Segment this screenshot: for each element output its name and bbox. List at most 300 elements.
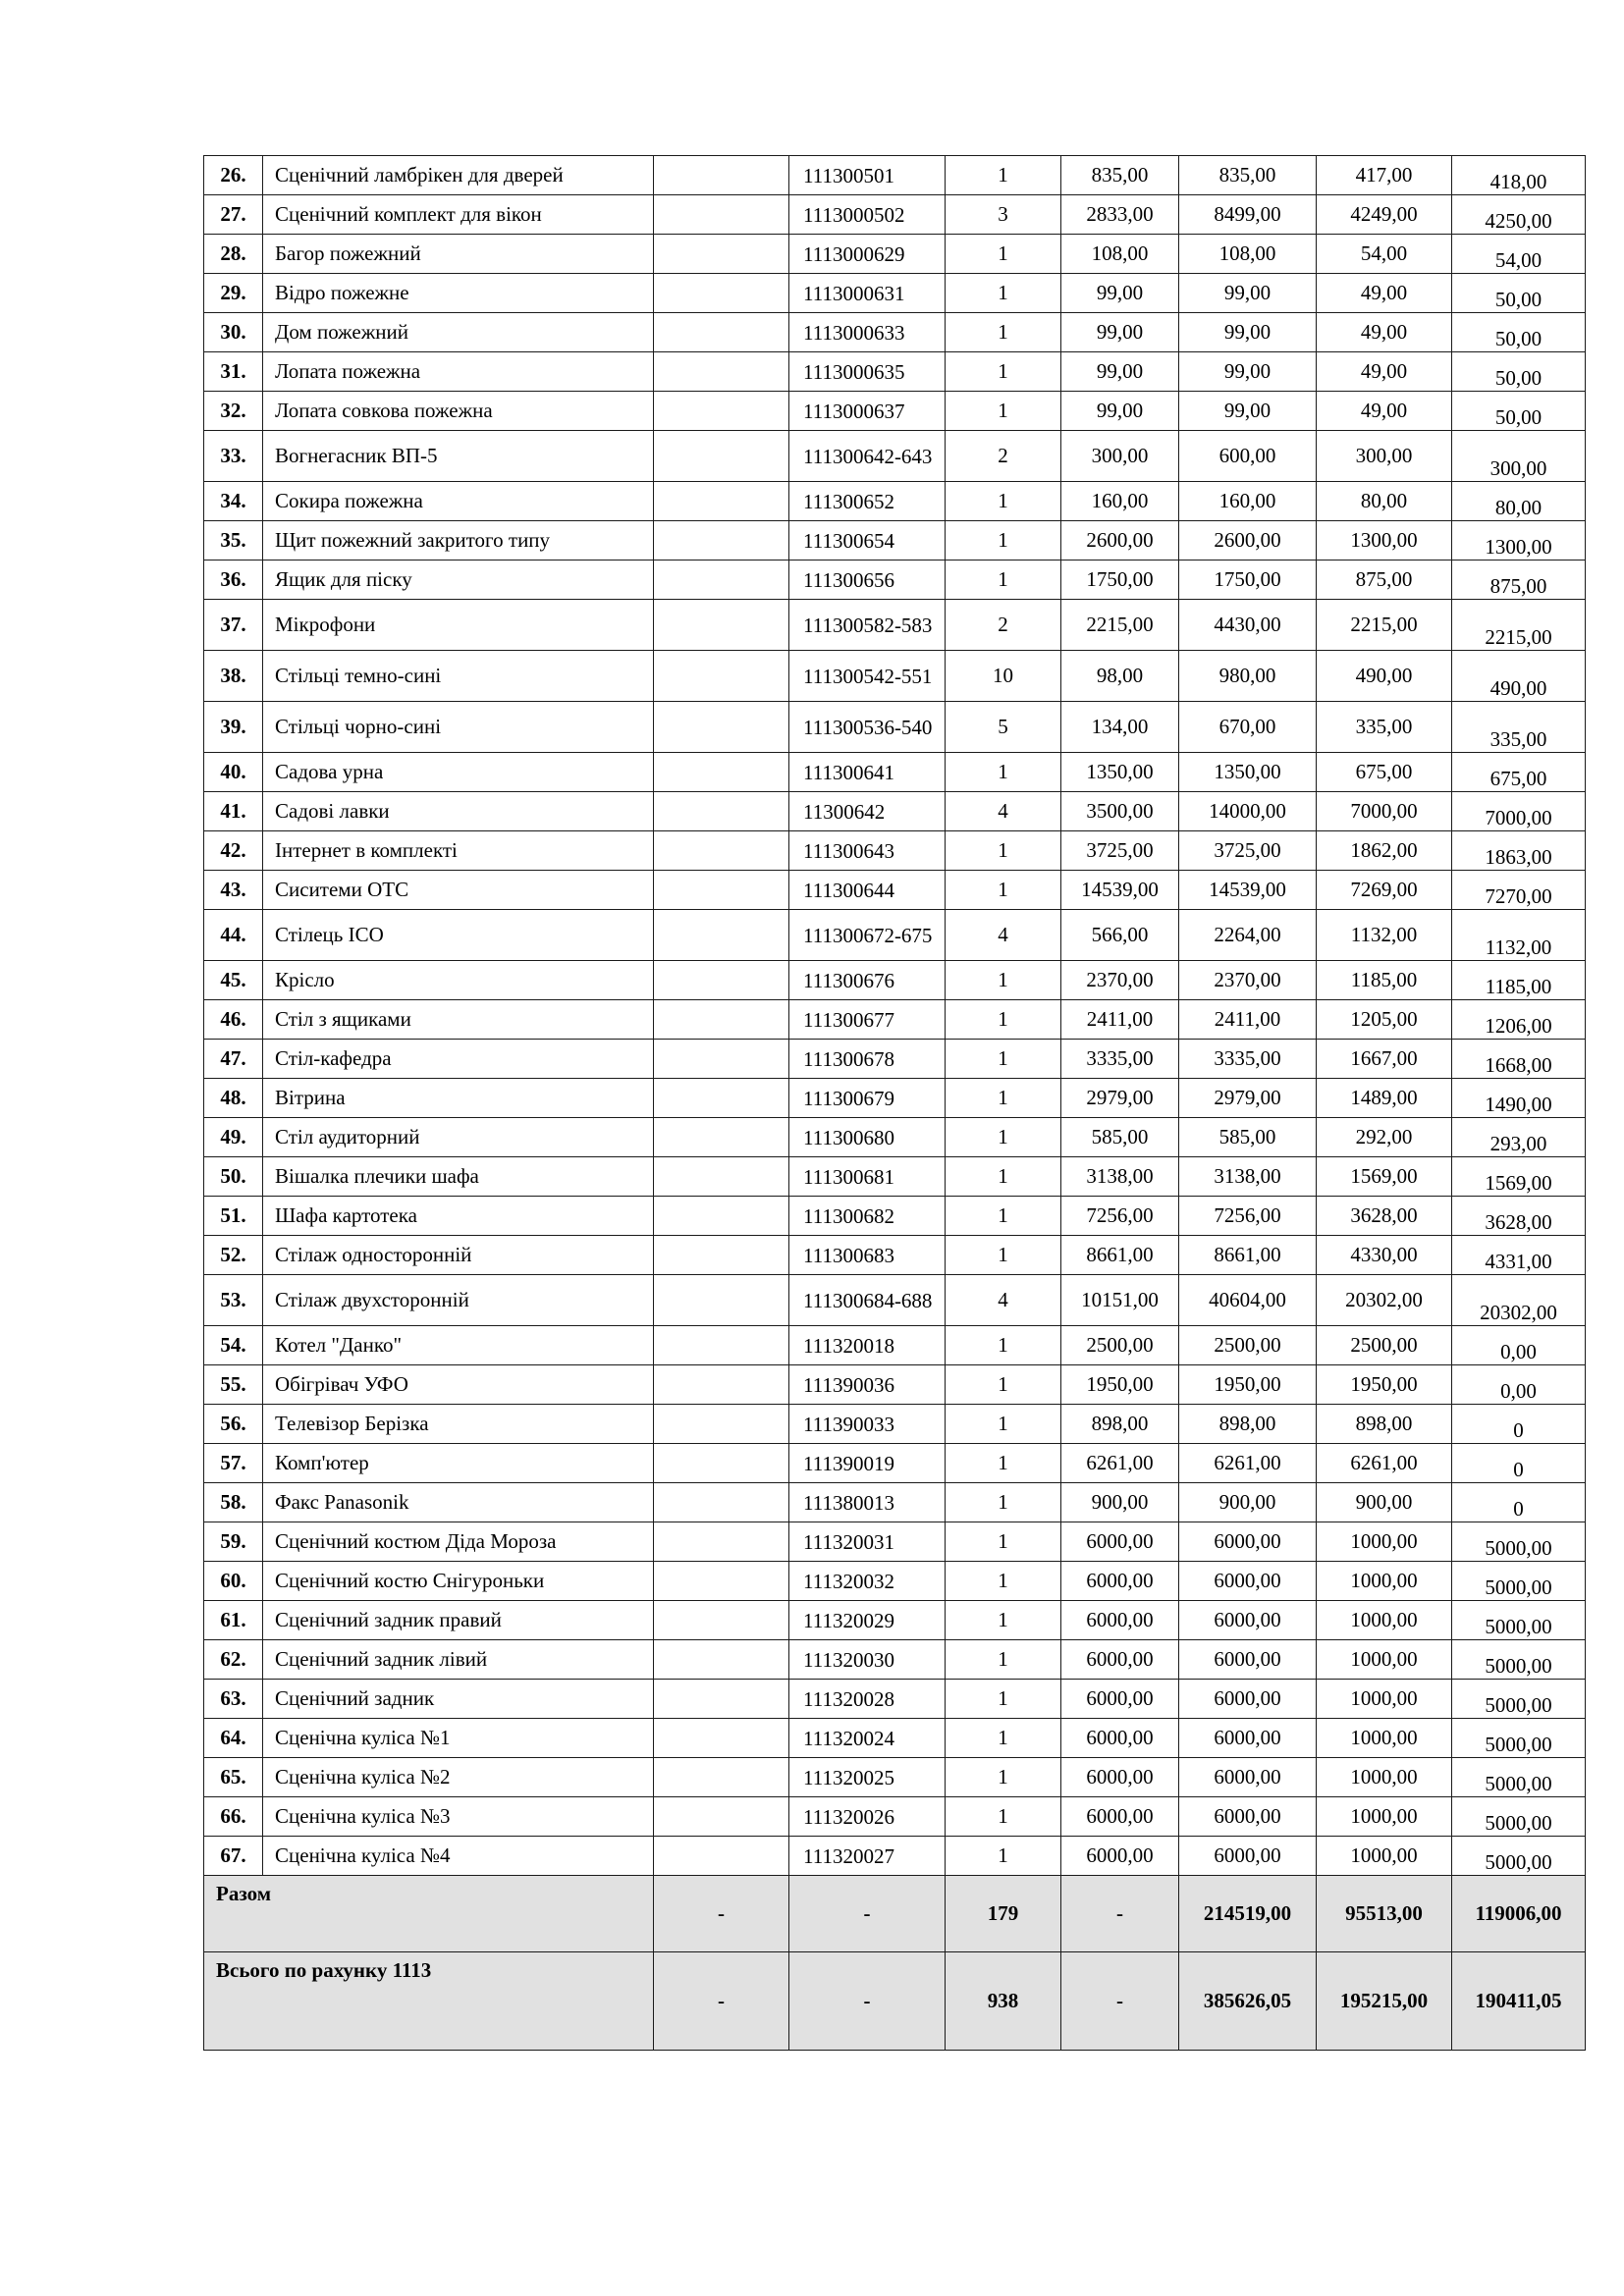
inventory-code: 111320031 bbox=[789, 1522, 946, 1562]
totals-quantity: 179 bbox=[946, 1876, 1061, 1952]
table-row bbox=[204, 1405, 1586, 1444]
total-cost: 99,00 bbox=[1179, 392, 1317, 431]
row-number: 64. bbox=[204, 1719, 263, 1758]
depreciation: 49,00 bbox=[1317, 352, 1452, 392]
item-name: Сиситеми ОТС bbox=[263, 871, 654, 910]
total-cost: 670,00 bbox=[1179, 702, 1317, 753]
residual-value: 418,00 bbox=[1452, 156, 1586, 195]
row-number: 58. bbox=[204, 1483, 263, 1522]
total-cost: 6000,00 bbox=[1179, 1837, 1317, 1876]
item-name: Стільці чорно-сині bbox=[263, 702, 654, 753]
total-cost: 6000,00 bbox=[1179, 1522, 1317, 1562]
inventory-code: 111300542-551 bbox=[789, 651, 946, 702]
inventory-table bbox=[203, 155, 1586, 2051]
blank-cell bbox=[654, 961, 789, 1000]
row-number: 29. bbox=[204, 274, 263, 313]
depreciation: 1000,00 bbox=[1317, 1719, 1452, 1758]
unit-price: 8661,00 bbox=[1061, 1236, 1179, 1275]
quantity: 1 bbox=[946, 1118, 1061, 1157]
inventory-code: 111300676 bbox=[789, 961, 946, 1000]
residual-value: 0 bbox=[1452, 1405, 1586, 1444]
table-row bbox=[204, 1157, 1586, 1197]
residual-value: 20302,00 bbox=[1452, 1275, 1586, 1326]
row-number: 33. bbox=[204, 431, 263, 482]
inventory-code: 111320032 bbox=[789, 1562, 946, 1601]
residual-value: 5000,00 bbox=[1452, 1601, 1586, 1640]
unit-price: 6000,00 bbox=[1061, 1522, 1179, 1562]
item-name: Сценічний задник лівий bbox=[263, 1640, 654, 1680]
quantity: 1 bbox=[946, 1444, 1061, 1483]
row-number: 30. bbox=[204, 313, 263, 352]
inventory-code: 111300680 bbox=[789, 1118, 946, 1157]
quantity: 1 bbox=[946, 235, 1061, 274]
residual-value: 80,00 bbox=[1452, 482, 1586, 521]
unit-price: 99,00 bbox=[1061, 392, 1179, 431]
item-name: Інтернет в комплекті bbox=[263, 831, 654, 871]
depreciation: 1000,00 bbox=[1317, 1640, 1452, 1680]
table-row bbox=[204, 352, 1586, 392]
depreciation: 335,00 bbox=[1317, 702, 1452, 753]
unit-price: 7256,00 bbox=[1061, 1197, 1179, 1236]
quantity: 1 bbox=[946, 1562, 1061, 1601]
item-name: Стіл аудиторний bbox=[263, 1118, 654, 1157]
blank-cell bbox=[654, 521, 789, 561]
residual-value: 293,00 bbox=[1452, 1118, 1586, 1157]
total-cost: 8499,00 bbox=[1179, 195, 1317, 235]
row-number: 67. bbox=[204, 1837, 263, 1876]
depreciation: 1300,00 bbox=[1317, 521, 1452, 561]
blank-cell bbox=[654, 1640, 789, 1680]
inventory-code: 111320029 bbox=[789, 1601, 946, 1640]
total-cost: 4430,00 bbox=[1179, 600, 1317, 651]
table-row bbox=[204, 235, 1586, 274]
quantity: 1 bbox=[946, 1719, 1061, 1758]
totals-label: Всього по рахунку 1113 bbox=[204, 1952, 654, 2051]
row-number: 35. bbox=[204, 521, 263, 561]
unit-price: 6261,00 bbox=[1061, 1444, 1179, 1483]
quantity: 10 bbox=[946, 651, 1061, 702]
item-name: Стільці темно-сині bbox=[263, 651, 654, 702]
quantity: 1 bbox=[946, 561, 1061, 600]
total-cost: 835,00 bbox=[1179, 156, 1317, 195]
blank-cell bbox=[654, 1365, 789, 1405]
row-number: 57. bbox=[204, 1444, 263, 1483]
table-row bbox=[204, 1118, 1586, 1157]
inventory-code: 111300672-675 bbox=[789, 910, 946, 961]
inventory-code: 1113000637 bbox=[789, 392, 946, 431]
unit-price: 1950,00 bbox=[1061, 1365, 1179, 1405]
totals-dash: - bbox=[789, 1952, 946, 2051]
residual-value: 1185,00 bbox=[1452, 961, 1586, 1000]
unit-price: 898,00 bbox=[1061, 1405, 1179, 1444]
blank-cell bbox=[654, 1326, 789, 1365]
item-name: Сокира пожежна bbox=[263, 482, 654, 521]
quantity: 1 bbox=[946, 1522, 1061, 1562]
item-name: Садові лавки bbox=[263, 792, 654, 831]
unit-price: 3725,00 bbox=[1061, 831, 1179, 871]
total-cost: 1750,00 bbox=[1179, 561, 1317, 600]
total-cost: 980,00 bbox=[1179, 651, 1317, 702]
blank-cell bbox=[654, 1562, 789, 1601]
residual-value: 5000,00 bbox=[1452, 1719, 1586, 1758]
inventory-code: 111320030 bbox=[789, 1640, 946, 1680]
unit-price: 3138,00 bbox=[1061, 1157, 1179, 1197]
inventory-code: 11300642 bbox=[789, 792, 946, 831]
blank-cell bbox=[654, 313, 789, 352]
table-row bbox=[204, 1365, 1586, 1405]
table-row bbox=[204, 961, 1586, 1000]
row-number: 37. bbox=[204, 600, 263, 651]
total-cost: 2370,00 bbox=[1179, 961, 1317, 1000]
unit-price: 2833,00 bbox=[1061, 195, 1179, 235]
blank-cell bbox=[654, 910, 789, 961]
item-name: Ящик для піску bbox=[263, 561, 654, 600]
table-row bbox=[204, 1680, 1586, 1719]
total-cost: 2411,00 bbox=[1179, 1000, 1317, 1040]
depreciation: 1000,00 bbox=[1317, 1797, 1452, 1837]
item-name: Сценічний костю Снігуроньки bbox=[263, 1562, 654, 1601]
unit-price: 134,00 bbox=[1061, 702, 1179, 753]
quantity: 1 bbox=[946, 1236, 1061, 1275]
residual-value: 0,00 bbox=[1452, 1326, 1586, 1365]
row-number: 60. bbox=[204, 1562, 263, 1601]
residual-value: 4331,00 bbox=[1452, 1236, 1586, 1275]
blank-cell bbox=[654, 274, 789, 313]
totals-residual: 190411,05 bbox=[1452, 1952, 1586, 2051]
quantity: 4 bbox=[946, 1275, 1061, 1326]
row-number: 65. bbox=[204, 1758, 263, 1797]
item-name: Сценічна куліса №2 bbox=[263, 1758, 654, 1797]
table-row bbox=[204, 871, 1586, 910]
residual-value: 1300,00 bbox=[1452, 521, 1586, 561]
inventory-code: 111390033 bbox=[789, 1405, 946, 1444]
total-cost: 14539,00 bbox=[1179, 871, 1317, 910]
totals-dash: - bbox=[654, 1876, 789, 1952]
blank-cell bbox=[654, 1483, 789, 1522]
residual-value: 7270,00 bbox=[1452, 871, 1586, 910]
quantity: 1 bbox=[946, 1837, 1061, 1876]
blank-cell bbox=[654, 1719, 789, 1758]
inventory-code: 111320026 bbox=[789, 1797, 946, 1837]
row-number: 42. bbox=[204, 831, 263, 871]
blank-cell bbox=[654, 1275, 789, 1326]
blank-cell bbox=[654, 1680, 789, 1719]
totals-label: Разом bbox=[204, 1876, 654, 1952]
row-number: 54. bbox=[204, 1326, 263, 1365]
unit-price: 1750,00 bbox=[1061, 561, 1179, 600]
table-row bbox=[204, 274, 1586, 313]
depreciation: 898,00 bbox=[1317, 1405, 1452, 1444]
inventory-code: 111300582-583 bbox=[789, 600, 946, 651]
depreciation: 1950,00 bbox=[1317, 1365, 1452, 1405]
blank-cell bbox=[654, 1601, 789, 1640]
quantity: 1 bbox=[946, 961, 1061, 1000]
quantity: 1 bbox=[946, 1157, 1061, 1197]
table-row bbox=[204, 392, 1586, 431]
residual-value: 5000,00 bbox=[1452, 1640, 1586, 1680]
table-row bbox=[204, 195, 1586, 235]
total-cost: 600,00 bbox=[1179, 431, 1317, 482]
row-number: 53. bbox=[204, 1275, 263, 1326]
row-number: 62. bbox=[204, 1640, 263, 1680]
item-name: Шафа картотека bbox=[263, 1197, 654, 1236]
row-number: 52. bbox=[204, 1236, 263, 1275]
residual-value: 335,00 bbox=[1452, 702, 1586, 753]
quantity: 1 bbox=[946, 753, 1061, 792]
item-name: Мікрофони bbox=[263, 600, 654, 651]
row-number: 56. bbox=[204, 1405, 263, 1444]
inventory-code: 111320024 bbox=[789, 1719, 946, 1758]
blank-cell bbox=[654, 1197, 789, 1236]
inventory-code: 111300654 bbox=[789, 521, 946, 561]
totals-dash: - bbox=[789, 1876, 946, 1952]
total-cost: 1350,00 bbox=[1179, 753, 1317, 792]
totals-depreciation: 195215,00 bbox=[1317, 1952, 1452, 2051]
blank-cell bbox=[654, 753, 789, 792]
residual-value: 5000,00 bbox=[1452, 1758, 1586, 1797]
depreciation: 1569,00 bbox=[1317, 1157, 1452, 1197]
row-number: 49. bbox=[204, 1118, 263, 1157]
item-name: Обігрівач УФО bbox=[263, 1365, 654, 1405]
row-number: 59. bbox=[204, 1522, 263, 1562]
table-row bbox=[204, 1197, 1586, 1236]
inventory-code: 111300501 bbox=[789, 156, 946, 195]
quantity: 1 bbox=[946, 1040, 1061, 1079]
item-name: Щит пожежний закритого типу bbox=[263, 521, 654, 561]
inventory-code: 111320027 bbox=[789, 1837, 946, 1876]
item-name: Лопата совкова пожежна bbox=[263, 392, 654, 431]
depreciation: 875,00 bbox=[1317, 561, 1452, 600]
total-cost: 6000,00 bbox=[1179, 1797, 1317, 1837]
residual-value: 5000,00 bbox=[1452, 1562, 1586, 1601]
blank-cell bbox=[654, 1079, 789, 1118]
inventory-code: 111320018 bbox=[789, 1326, 946, 1365]
table-row bbox=[204, 313, 1586, 352]
total-cost: 14000,00 bbox=[1179, 792, 1317, 831]
residual-value: 5000,00 bbox=[1452, 1522, 1586, 1562]
depreciation: 6261,00 bbox=[1317, 1444, 1452, 1483]
unit-price: 3335,00 bbox=[1061, 1040, 1179, 1079]
residual-value: 875,00 bbox=[1452, 561, 1586, 600]
depreciation: 49,00 bbox=[1317, 392, 1452, 431]
unit-price: 2500,00 bbox=[1061, 1326, 1179, 1365]
depreciation: 49,00 bbox=[1317, 313, 1452, 352]
unit-price: 6000,00 bbox=[1061, 1562, 1179, 1601]
residual-value: 1132,00 bbox=[1452, 910, 1586, 961]
blank-cell bbox=[654, 1118, 789, 1157]
row-number: 55. bbox=[204, 1365, 263, 1405]
quantity: 1 bbox=[946, 392, 1061, 431]
unit-price: 108,00 bbox=[1061, 235, 1179, 274]
inventory-code: 111300641 bbox=[789, 753, 946, 792]
blank-cell bbox=[654, 1040, 789, 1079]
unit-price: 566,00 bbox=[1061, 910, 1179, 961]
table-row bbox=[204, 156, 1586, 195]
inventory-code: 111300678 bbox=[789, 1040, 946, 1079]
row-number: 40. bbox=[204, 753, 263, 792]
total-cost: 7256,00 bbox=[1179, 1197, 1317, 1236]
residual-value: 0,00 bbox=[1452, 1365, 1586, 1405]
table-row bbox=[204, 753, 1586, 792]
total-cost: 6000,00 bbox=[1179, 1601, 1317, 1640]
row-number: 43. bbox=[204, 871, 263, 910]
total-cost: 99,00 bbox=[1179, 313, 1317, 352]
quantity: 1 bbox=[946, 1797, 1061, 1837]
depreciation: 300,00 bbox=[1317, 431, 1452, 482]
table-row bbox=[204, 1000, 1586, 1040]
residual-value: 54,00 bbox=[1452, 235, 1586, 274]
blank-cell bbox=[654, 651, 789, 702]
item-name: Стіл з ящиками bbox=[263, 1000, 654, 1040]
table-row bbox=[204, 651, 1586, 702]
residual-value: 50,00 bbox=[1452, 392, 1586, 431]
item-name: Котел "Данко" bbox=[263, 1326, 654, 1365]
inventory-code: 1113000633 bbox=[789, 313, 946, 352]
item-name: Телевізор Берізка bbox=[263, 1405, 654, 1444]
quantity: 1 bbox=[946, 1405, 1061, 1444]
blank-cell bbox=[654, 702, 789, 753]
residual-value: 1569,00 bbox=[1452, 1157, 1586, 1197]
residual-value: 2215,00 bbox=[1452, 600, 1586, 651]
total-cost: 3725,00 bbox=[1179, 831, 1317, 871]
item-name: Комп'ютер bbox=[263, 1444, 654, 1483]
residual-value: 675,00 bbox=[1452, 753, 1586, 792]
totals-row bbox=[204, 1876, 1586, 1952]
unit-price: 2370,00 bbox=[1061, 961, 1179, 1000]
item-name: Сценічна куліса №4 bbox=[263, 1837, 654, 1876]
row-number: 28. bbox=[204, 235, 263, 274]
row-number: 31. bbox=[204, 352, 263, 392]
blank-cell bbox=[654, 392, 789, 431]
quantity: 1 bbox=[946, 1079, 1061, 1118]
blank-cell bbox=[654, 1236, 789, 1275]
residual-value: 1863,00 bbox=[1452, 831, 1586, 871]
depreciation: 1000,00 bbox=[1317, 1758, 1452, 1797]
inventory-code: 111300656 bbox=[789, 561, 946, 600]
table-row bbox=[204, 1797, 1586, 1837]
row-number: 61. bbox=[204, 1601, 263, 1640]
inventory-code: 1113000635 bbox=[789, 352, 946, 392]
quantity: 1 bbox=[946, 274, 1061, 313]
quantity: 2 bbox=[946, 600, 1061, 651]
blank-cell bbox=[654, 831, 789, 871]
row-number: 36. bbox=[204, 561, 263, 600]
unit-price: 99,00 bbox=[1061, 313, 1179, 352]
total-cost: 6000,00 bbox=[1179, 1680, 1317, 1719]
totals-quantity: 938 bbox=[946, 1952, 1061, 2051]
total-cost: 6000,00 bbox=[1179, 1562, 1317, 1601]
table-row bbox=[204, 1444, 1586, 1483]
row-number: 46. bbox=[204, 1000, 263, 1040]
row-number: 45. bbox=[204, 961, 263, 1000]
residual-value: 4250,00 bbox=[1452, 195, 1586, 235]
inventory-code: 111300642-643 bbox=[789, 431, 946, 482]
quantity: 1 bbox=[946, 352, 1061, 392]
inventory-code: 111300536-540 bbox=[789, 702, 946, 753]
residual-value: 1206,00 bbox=[1452, 1000, 1586, 1040]
totals-dash: - bbox=[1061, 1876, 1179, 1952]
item-name: Стілаж двухсторонній bbox=[263, 1275, 654, 1326]
inventory-code: 111390036 bbox=[789, 1365, 946, 1405]
depreciation: 1000,00 bbox=[1317, 1562, 1452, 1601]
item-name: Факс Panasonik bbox=[263, 1483, 654, 1522]
residual-value: 490,00 bbox=[1452, 651, 1586, 702]
inventory-code: 111380013 bbox=[789, 1483, 946, 1522]
item-name: Вогнегасник ВП-5 bbox=[263, 431, 654, 482]
total-cost: 900,00 bbox=[1179, 1483, 1317, 1522]
table-row bbox=[204, 600, 1586, 651]
total-cost: 6000,00 bbox=[1179, 1719, 1317, 1758]
depreciation: 2215,00 bbox=[1317, 600, 1452, 651]
depreciation: 1132,00 bbox=[1317, 910, 1452, 961]
item-name: Сценічний комплект для вікон bbox=[263, 195, 654, 235]
depreciation: 49,00 bbox=[1317, 274, 1452, 313]
unit-price: 160,00 bbox=[1061, 482, 1179, 521]
inventory-sheet bbox=[203, 155, 1585, 2051]
item-name: Сценічна куліса №3 bbox=[263, 1797, 654, 1837]
table-row bbox=[204, 792, 1586, 831]
blank-cell bbox=[654, 431, 789, 482]
quantity: 1 bbox=[946, 1000, 1061, 1040]
table-row bbox=[204, 482, 1586, 521]
blank-cell bbox=[654, 352, 789, 392]
unit-price: 6000,00 bbox=[1061, 1758, 1179, 1797]
table-row bbox=[204, 1079, 1586, 1118]
unit-price: 99,00 bbox=[1061, 274, 1179, 313]
inventory-code: 1113000629 bbox=[789, 235, 946, 274]
item-name: Садова урна bbox=[263, 753, 654, 792]
row-number: 51. bbox=[204, 1197, 263, 1236]
depreciation: 1667,00 bbox=[1317, 1040, 1452, 1079]
unit-price: 6000,00 bbox=[1061, 1797, 1179, 1837]
blank-cell bbox=[654, 871, 789, 910]
depreciation: 4249,00 bbox=[1317, 195, 1452, 235]
blank-cell bbox=[654, 1758, 789, 1797]
blank-cell bbox=[654, 235, 789, 274]
unit-price: 6000,00 bbox=[1061, 1601, 1179, 1640]
item-name: Дом пожежний bbox=[263, 313, 654, 352]
total-cost: 160,00 bbox=[1179, 482, 1317, 521]
table-row bbox=[204, 1483, 1586, 1522]
table-row bbox=[204, 561, 1586, 600]
inventory-code: 111320028 bbox=[789, 1680, 946, 1719]
table-row bbox=[204, 702, 1586, 753]
quantity: 1 bbox=[946, 1758, 1061, 1797]
total-cost: 6000,00 bbox=[1179, 1640, 1317, 1680]
total-cost: 2979,00 bbox=[1179, 1079, 1317, 1118]
row-number: 50. bbox=[204, 1157, 263, 1197]
total-cost: 6261,00 bbox=[1179, 1444, 1317, 1483]
unit-price: 6000,00 bbox=[1061, 1680, 1179, 1719]
quantity: 1 bbox=[946, 1365, 1061, 1405]
total-cost: 8661,00 bbox=[1179, 1236, 1317, 1275]
table-row bbox=[204, 1758, 1586, 1797]
depreciation: 80,00 bbox=[1317, 482, 1452, 521]
inventory-code: 111300683 bbox=[789, 1236, 946, 1275]
inventory-code: 111300681 bbox=[789, 1157, 946, 1197]
item-name: Стіл-кафедра bbox=[263, 1040, 654, 1079]
quantity: 1 bbox=[946, 1197, 1061, 1236]
item-name: Стілець ІСО bbox=[263, 910, 654, 961]
unit-price: 2215,00 bbox=[1061, 600, 1179, 651]
blank-cell bbox=[654, 1522, 789, 1562]
unit-price: 835,00 bbox=[1061, 156, 1179, 195]
total-cost: 898,00 bbox=[1179, 1405, 1317, 1444]
item-name: Сценічний ламбрікен для дверей bbox=[263, 156, 654, 195]
quantity: 1 bbox=[946, 156, 1061, 195]
depreciation: 7269,00 bbox=[1317, 871, 1452, 910]
total-cost: 585,00 bbox=[1179, 1118, 1317, 1157]
